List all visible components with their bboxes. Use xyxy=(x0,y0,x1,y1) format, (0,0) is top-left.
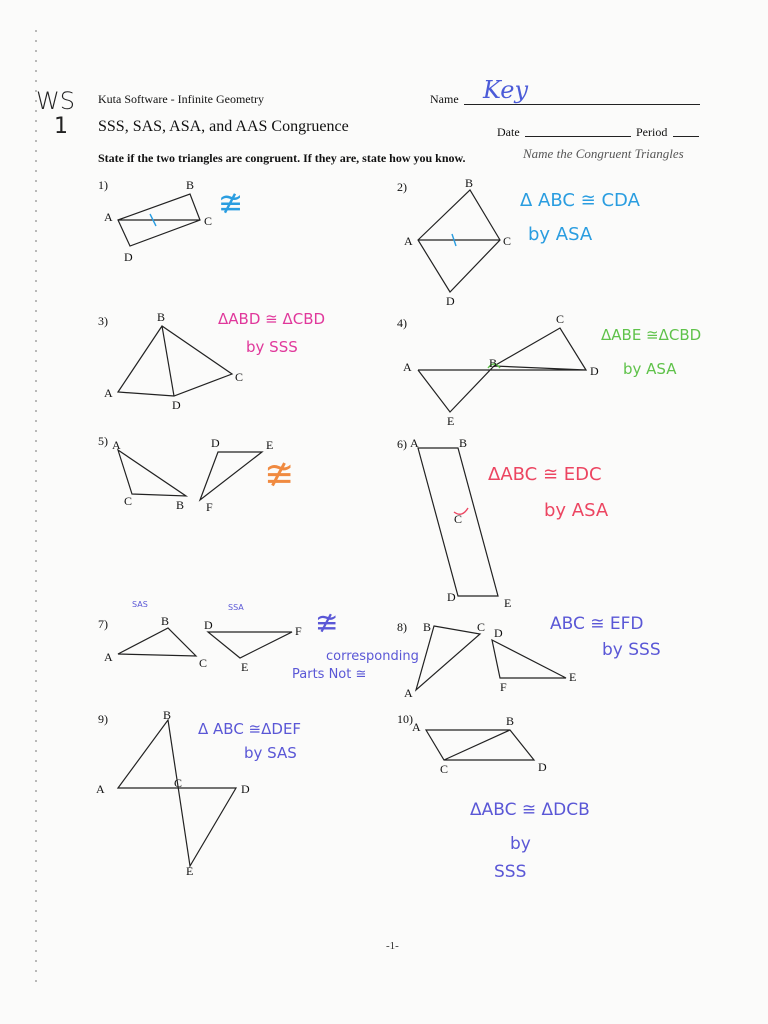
problem-10-label-a: A xyxy=(412,720,421,734)
problem-10-answer-line2: by xyxy=(510,834,531,854)
problem-7-label-f: F xyxy=(295,624,302,638)
problem-7-label-b: B xyxy=(161,614,170,628)
problem-5-label-b: B xyxy=(176,498,185,512)
problem-3-label-a: A xyxy=(104,386,113,400)
problem-4-label-a: A xyxy=(403,360,412,374)
problem-7-note-corresponding: corresponding xyxy=(326,649,419,664)
figure-7b xyxy=(208,632,292,658)
problem-8-label-f: F xyxy=(500,680,507,694)
period-label: Period xyxy=(636,125,668,139)
problem-7-label-c: C xyxy=(199,656,208,670)
figure-1 xyxy=(118,194,200,246)
problem-7-number: 7) xyxy=(98,617,108,631)
problem-8-answer-line1: ABC ≅ EFD xyxy=(550,614,644,634)
problem-10-number: 10) xyxy=(397,712,413,726)
problem-5-answer: ≇ xyxy=(264,454,295,495)
problem-8-answer-line2: by SSS xyxy=(602,640,661,660)
figure-2 xyxy=(418,190,500,292)
problem-5-label-f: F xyxy=(206,500,213,514)
problem-1-label-c: C xyxy=(204,214,213,228)
date-label: Date xyxy=(497,125,520,139)
problem-9-label-e: E xyxy=(186,864,194,878)
problem-1-number: 1) xyxy=(98,178,108,192)
problem-3-number: 3) xyxy=(98,314,108,328)
problem-7-label-e: E xyxy=(241,660,249,674)
problem-10-label-b: B xyxy=(506,714,515,728)
instructions: State if the two triangles are congruent. If they are, state how you know. xyxy=(98,151,466,165)
problem-4-label-e: E xyxy=(447,414,455,428)
problem-3-answer-line1: ΔABD ≅ ΔCBD xyxy=(218,310,326,328)
problem-4-number: 4) xyxy=(397,316,407,330)
figure-8a xyxy=(416,626,480,690)
name-label: Name xyxy=(430,92,459,106)
problem-7-note-not-congruent: Parts Not ≅ xyxy=(292,667,367,682)
figure-4 xyxy=(418,328,586,412)
problem-6-number: 6) xyxy=(397,437,407,451)
problem-5-label-c: C xyxy=(124,494,133,508)
problem-7-note-sas: SAS xyxy=(132,600,148,609)
problem-9-label-c: C xyxy=(174,776,183,790)
problem-1-answer: ≇ xyxy=(218,186,244,221)
problem-6-label-e: E xyxy=(504,596,512,610)
problem-9-label-a: A xyxy=(96,782,105,796)
problem-2-number: 2) xyxy=(397,180,407,194)
problem-8-label-e: E xyxy=(569,670,577,684)
name-value: Key xyxy=(483,76,529,104)
page-number: -1- xyxy=(386,940,399,952)
problem-6-label-a: A xyxy=(410,436,419,450)
problem-6-label-c: C xyxy=(454,512,463,526)
problem-7-answer: ≇ xyxy=(315,606,339,639)
figure-5a xyxy=(118,450,186,496)
problem-8-label-d: D xyxy=(494,626,503,640)
problem-9-label-d: D xyxy=(241,782,250,796)
problem-6-answer-line2: by ASA xyxy=(544,500,609,521)
figure-7a xyxy=(118,628,196,656)
problem-5-number: 5) xyxy=(98,434,108,448)
figure-9 xyxy=(118,720,236,866)
problem-2-label-b: B xyxy=(465,176,474,190)
problem-4-label-b: B xyxy=(489,356,498,370)
problem-1-label-d: D xyxy=(124,250,133,264)
problem-10-label-d: D xyxy=(538,760,547,774)
problem-7-label-a: A xyxy=(104,650,113,664)
page-title: SSS, SAS, ASA, and AAS Congruence xyxy=(98,118,349,135)
problem-7-label-d: D xyxy=(204,618,213,632)
instruction-note: Name the Congruent Triangles xyxy=(523,146,684,161)
ws-label: WS xyxy=(36,87,75,115)
problem-9-number: 9) xyxy=(98,712,108,726)
problem-3-answer-line2: by SSS xyxy=(246,338,298,356)
problem-10-answer-line3: SSS xyxy=(494,862,527,882)
problem-10-label-c: C xyxy=(440,762,449,776)
problem-8-label-a: A xyxy=(404,686,413,700)
problem-6-answer-line1: ΔABC ≅ EDC xyxy=(488,464,602,485)
problem-1-label-a: A xyxy=(104,210,113,224)
problem-4-answer-line2: by ASA xyxy=(623,360,677,378)
problem-4-label-c: C xyxy=(556,312,565,326)
problem-2-label-c: C xyxy=(503,234,512,248)
problem-2-label-d: D xyxy=(446,294,455,308)
problem-8-label-c: C xyxy=(477,620,486,634)
problem-2-label-a: A xyxy=(404,234,413,248)
problem-7-note-ssa: SSA xyxy=(228,603,244,612)
problem-3-label-b: B xyxy=(157,310,166,324)
problem-5-label-a: A xyxy=(112,438,121,452)
problem-2-answer-line1: Δ ABC ≅ CDA xyxy=(520,190,640,211)
figure-8b xyxy=(492,640,566,678)
problem-4-answer-line1: ΔABE ≅ΔCBD xyxy=(601,326,702,344)
problem-6-label-d: D xyxy=(447,590,456,604)
problem-5-label-d: D xyxy=(211,436,220,450)
problem-5-label-e: E xyxy=(266,438,274,452)
problem-6-label-b: B xyxy=(459,436,468,450)
publisher: Kuta Software - Infinite Geometry xyxy=(98,92,264,106)
problem-3-label-d: D xyxy=(172,398,181,412)
problem-10-answer-line1: ΔABC ≅ ΔDCB xyxy=(470,800,590,820)
problem-3-label-c: C xyxy=(235,370,244,384)
figure-10 xyxy=(426,730,534,760)
problem-8-label-b: B xyxy=(423,620,432,634)
ws-number: 1 xyxy=(54,114,68,139)
problem-8-number: 8) xyxy=(397,620,407,634)
problem-2-answer-line2: by ASA xyxy=(528,224,593,245)
problem-1-label-b: B xyxy=(186,178,195,192)
problem-9-answer-line1: Δ ABC ≅ΔDEF xyxy=(198,720,302,738)
figure-3 xyxy=(118,326,232,396)
problem-4-label-d: D xyxy=(590,364,599,378)
figure-5b xyxy=(200,452,262,500)
problem-9-label-b: B xyxy=(163,708,172,722)
problem-9-answer-line2: by SAS xyxy=(244,744,297,762)
